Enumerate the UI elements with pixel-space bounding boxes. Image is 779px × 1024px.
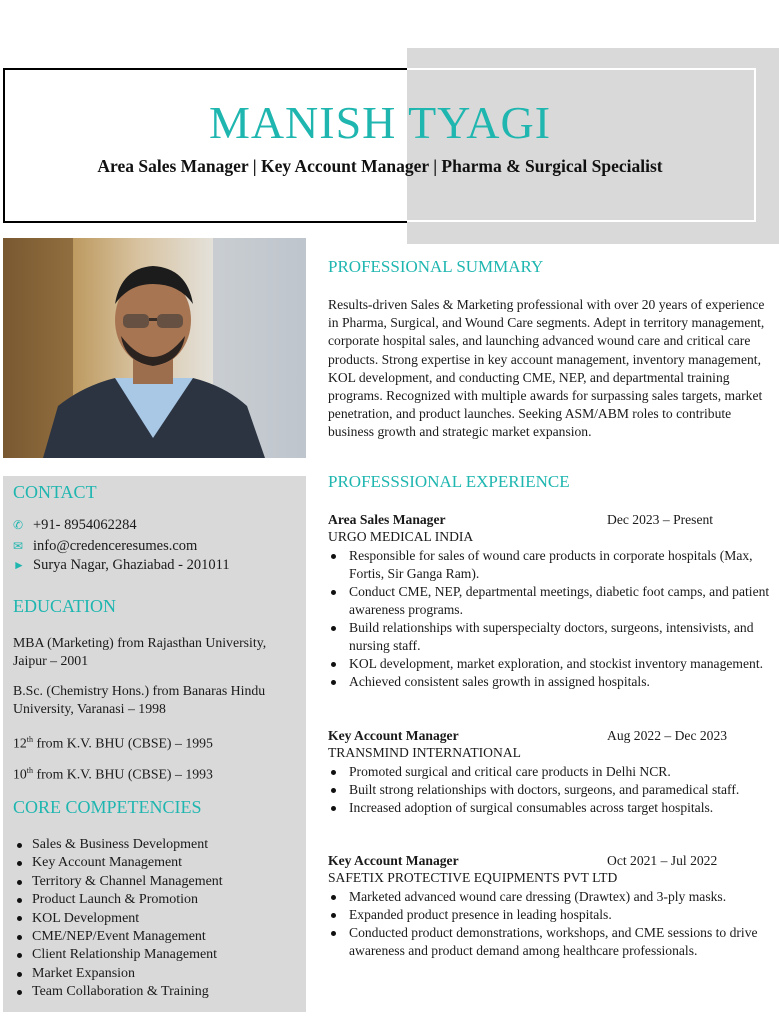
job-dates: Aug 2022 – Dec 2023 — [607, 728, 728, 743]
list-item: Client Relationship Management — [17, 946, 223, 964]
list-item: Achieved consistent sales growth in assigned hospitals. — [331, 673, 777, 691]
job-bullets — [331, 547, 777, 691]
summary-text: Results-driven Sales & Marketing professional with over 20 years of experience in Pharma, Surgical, and Wound Care segments. Adept in territory management, corporate hospital sales, and launching advanced wound care and critical care products. Strong expertise in key account management, inventory management, KOL development, and conducting CME, NEP, and departmental training programs. Recognized with multiple awards for surpassing sales targets, market penetration, and product launches. Seeking ASM/ABM roles to contribute business growth and strategic market expansion. — [328, 297, 765, 440]
list-item: Increased adoption of surgical consumables across target hospitals. — [331, 799, 777, 817]
contact-address-row — [13, 557, 230, 574]
contact-phone[interactable]: +91- 8954062284 — [33, 517, 137, 533]
list-item: Key Account Management — [17, 854, 223, 872]
list-item: KOL development, market exploration, and stockist inventory management. — [331, 655, 777, 673]
competencies-list — [17, 836, 223, 1002]
job-company: TRANSMIND INTERNATIONAL — [328, 745, 521, 760]
job-role: Key Account Manager — [328, 728, 459, 743]
contact-address: Surya Nagar, Ghaziabad - 201011 — [33, 557, 230, 573]
list-item: Build relationships with superspecialty doctors, surgeons, intensivists, and nursing staff. — [331, 619, 777, 655]
list-item: Built strong relationships with doctors, surgeons, and paramedical staff. — [331, 781, 777, 799]
list-item: Responsible for sales of wound care products in corporate hospitals (Max, Fortis, Sir Ganga Ram). — [331, 547, 777, 583]
competencies-heading: CORE COMPETENCIES — [13, 797, 202, 817]
education-item: 12th from K.V. BHU (CBSE) – 1995 — [13, 735, 213, 751]
job-company: URGO MEDICAL INDIA — [328, 529, 474, 544]
list-item: Sales & Business Development — [17, 836, 223, 854]
education-item: MBA (Marketing) from Rajasthan University, Jaipur – 2001 — [13, 635, 267, 668]
list-item: Conduct CME, NEP, departmental meetings, diabetic foot camps, and patient awareness programs. — [331, 583, 777, 619]
list-item: Territory & Channel Management — [17, 873, 223, 891]
job-dates: Dec 2023 – Present — [607, 512, 714, 527]
phone-icon: ✆ — [13, 518, 24, 532]
candidate-name: MANISH TYAGI — [208, 97, 552, 148]
contact-email-row — [13, 538, 197, 555]
job-role: Key Account Manager — [328, 853, 459, 868]
list-item: Product Launch & Promotion — [17, 891, 223, 909]
list-item: Expanded product presence in leading hospitals. — [331, 906, 777, 924]
location-arrow-icon: ► — [13, 558, 25, 572]
experience-heading: PROFESSSIONAL EXPERIENCE — [328, 472, 570, 491]
summary-heading: PROFESSIONAL SUMMARY — [328, 257, 544, 276]
candidate-title: Area Sales Manager | Key Account Manager | Pharma & Surgical Specialist — [97, 156, 663, 176]
contact-heading: CONTACT — [13, 482, 97, 502]
list-item: KOL Development — [17, 910, 223, 928]
list-item: Promoted surgical and critical care products in Delhi NCR. — [331, 763, 777, 781]
job-dates: Oct 2021 – Jul 2022 — [607, 853, 718, 868]
envelope-icon: ✉ — [13, 539, 24, 553]
job-bullets — [331, 763, 777, 817]
list-item: Team Collaboration & Training — [17, 983, 223, 1001]
education-item: 10th from K.V. BHU (CBSE) – 1993 — [13, 766, 213, 782]
profile-photo — [3, 238, 306, 458]
education-item: B.Sc. (Chemistry Hons.) from Banaras Hindu University, Varanasi – 1998 — [13, 683, 266, 716]
job-bullets — [331, 888, 777, 960]
contact-email[interactable]: info@credenceresumes.com — [33, 538, 198, 554]
portrait-illustration — [3, 238, 306, 458]
job-role: Area Sales Manager — [328, 512, 446, 527]
list-item: Marketed advanced wound care dressing (Drawtex) and 3-ply masks. — [331, 888, 777, 906]
contact-phone-row — [13, 517, 137, 534]
list-item: CME/NEP/Event Management — [17, 928, 223, 946]
list-item: Market Expansion — [17, 965, 223, 983]
list-item: Conducted product demonstrations, workshops, and CME sessions to drive awareness and product demand among healthcare professionals. — [331, 924, 777, 960]
education-heading: EDUCATION — [13, 596, 116, 616]
job-company: SAFETIX PROTECTIVE EQUIPMENTS PVT LTD — [328, 870, 618, 885]
